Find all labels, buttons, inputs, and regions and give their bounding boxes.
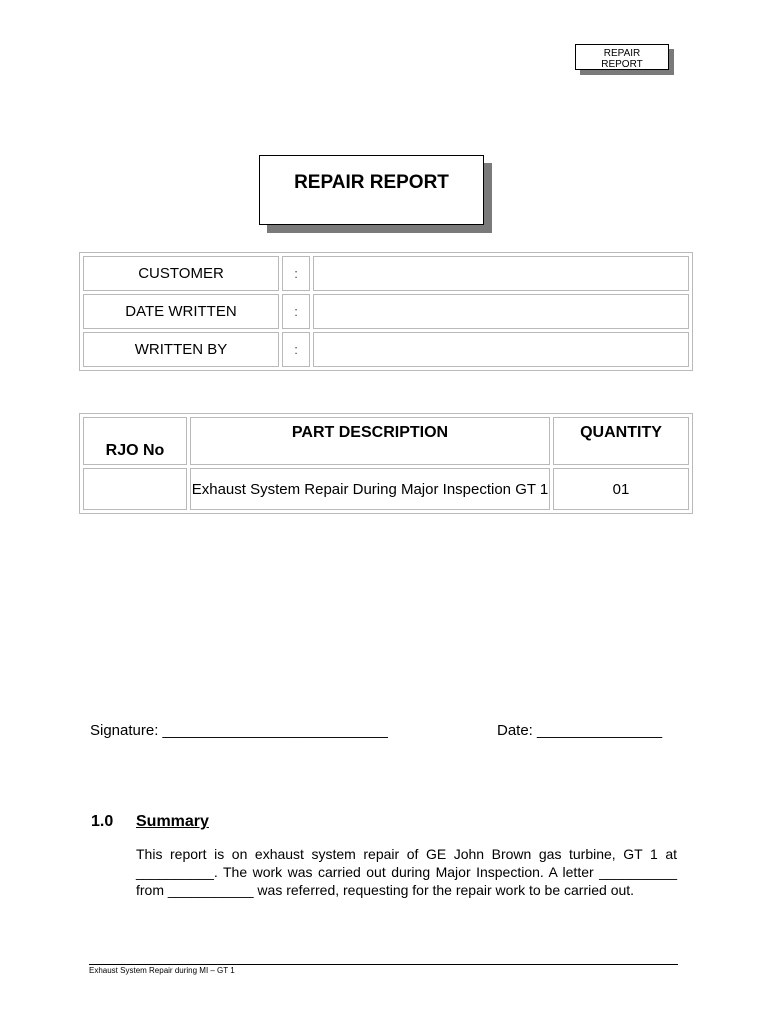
info-row-date-written: [83, 294, 689, 329]
date-written-separator: :: [282, 294, 310, 329]
customer-label: CUSTOMER: [83, 256, 279, 291]
part-description-header: PART DESCRIPTION: [190, 417, 550, 465]
quantity-value: 01: [553, 468, 689, 510]
footer-divider: [89, 964, 678, 965]
section-number: 1.0: [91, 813, 114, 830]
part-table-header-row: [83, 417, 689, 465]
footer-text: Exhaust System Repair during MI – GT 1: [89, 966, 235, 975]
written-by-value[interactable]: [313, 332, 689, 367]
part-table: [79, 413, 693, 514]
quantity-header: QUANTITY: [553, 417, 689, 465]
customer-separator: :: [282, 256, 310, 291]
page-title: REPAIR REPORT: [294, 172, 449, 193]
customer-value[interactable]: [313, 256, 689, 291]
date-written-label: DATE WRITTEN: [83, 294, 279, 329]
rjo-value: [83, 468, 187, 510]
corner-report-tag: [575, 44, 669, 70]
written-by-label: WRITTEN BY: [83, 332, 279, 367]
info-row-customer: [83, 256, 689, 291]
rjo-header: RJO No: [83, 417, 187, 465]
date-written-value[interactable]: [313, 294, 689, 329]
written-by-separator: :: [282, 332, 310, 367]
part-table-row: [83, 468, 689, 510]
section-title: Summary: [136, 813, 209, 830]
info-table: [79, 252, 693, 371]
date-line: Date: _______________: [497, 722, 663, 739]
summary-paragraph: This report is on exhaust system repair of GE John Brown gas turbine, GT 1 at __________. The work was carried out during Major Inspection. A letter __________ from ___________ was referred, requesting for the repair work to be carried out.: [136, 846, 677, 898]
info-row-written-by: [83, 332, 689, 367]
signature-line: Signature: ___________________________: [90, 722, 388, 739]
corner-tag-text: REPAIR REPORT: [601, 48, 643, 70]
part-description-value: Exhaust System Repair During Major Inspection GT 1: [190, 468, 550, 510]
title-box: [259, 155, 484, 225]
